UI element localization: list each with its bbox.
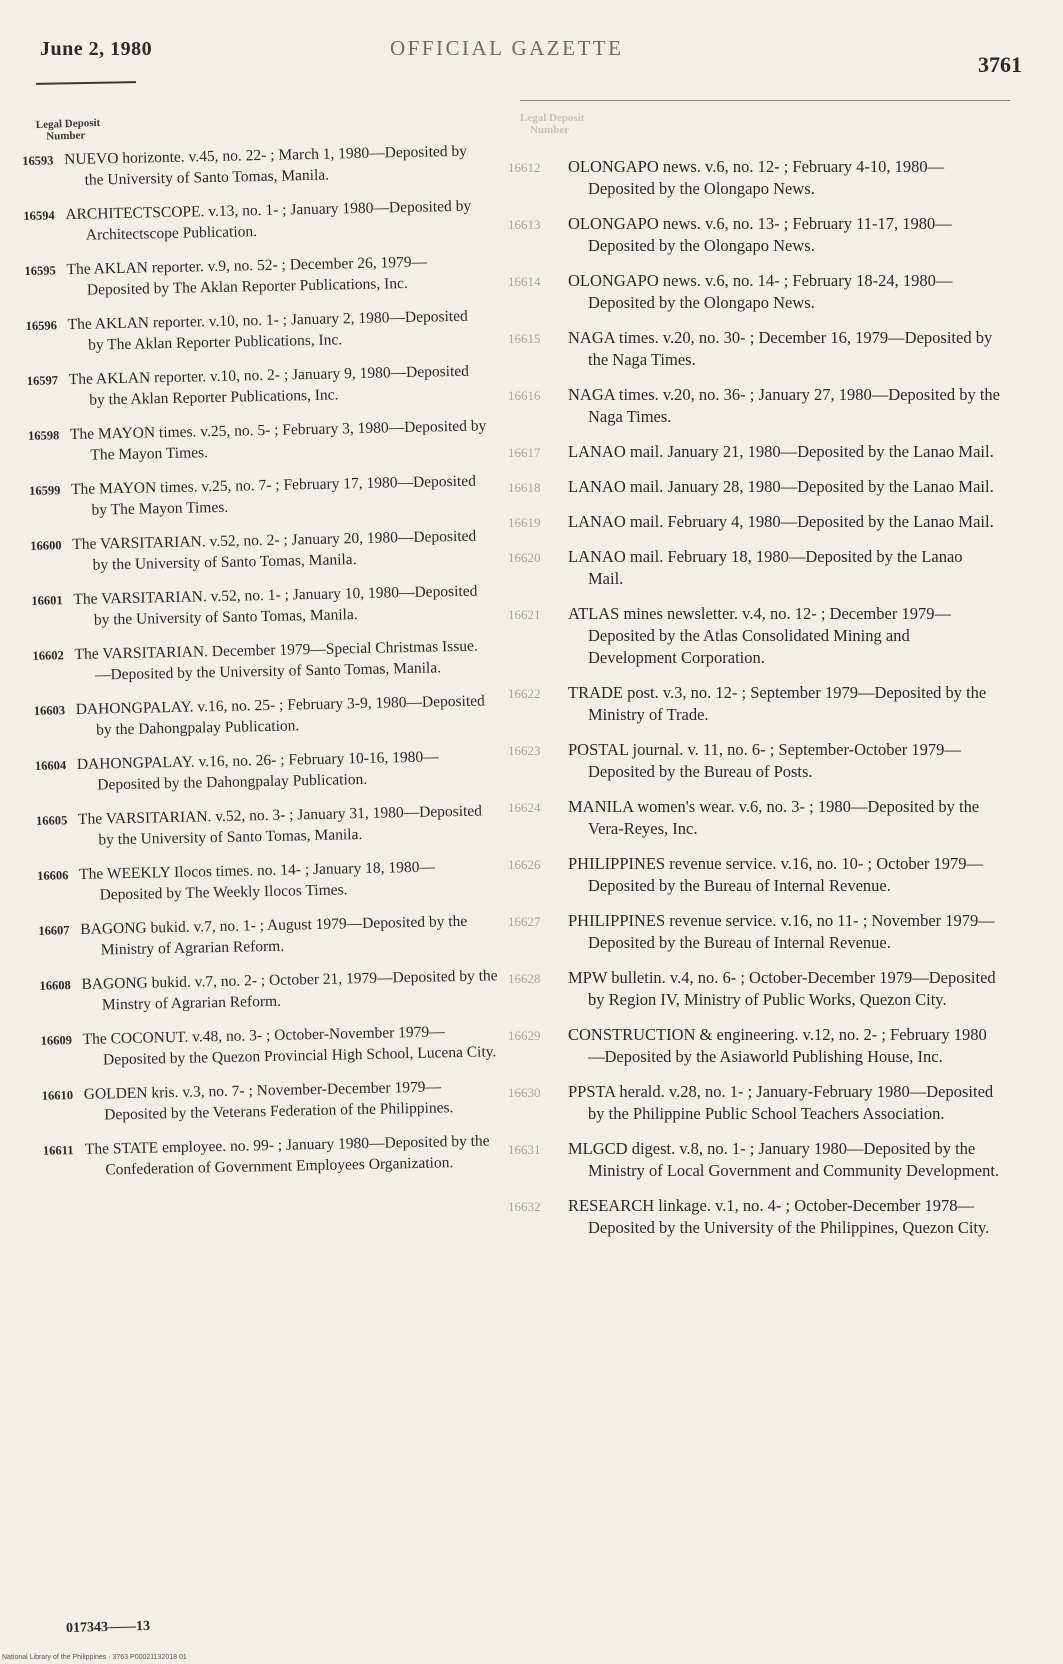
deposit-number: 16622 [508, 686, 541, 701]
deposit-description: PHILIPPINES revenue service. v.16, no. 10- ; October 1979—Deposited by the Bureau of Internal Revenue. [568, 854, 984, 895]
deposit-entry [36, 800, 497, 852]
deposit-description: ARCHITECTSCOPE. v.13, no. 1- ; January 1980—Deposited by Architectscope Publication. [65, 197, 472, 244]
deposit-number: 16624 [508, 800, 541, 815]
deposit-entry [508, 213, 1000, 257]
right-column-heading [520, 112, 584, 136]
deposit-entry [39, 965, 500, 1017]
issue-date: June 2, 1980 [40, 38, 153, 60]
header-rule-left [36, 81, 136, 85]
deposit-number: 16606 [37, 868, 69, 883]
deposit-description: LANAO mail. January 21, 1980—Deposited by the Lanao Mail. [568, 442, 994, 461]
deposit-number: 16616 [508, 388, 541, 403]
deposit-number: 16627 [508, 914, 541, 929]
deposit-entry [42, 1075, 503, 1127]
right-heading-line2: Number [530, 124, 570, 136]
deposit-description: The MAYON times. v.25, no. 7- ; February 17, 1980—Deposited by The Mayon Times. [70, 472, 477, 519]
deposit-number: 16631 [508, 1142, 541, 1157]
deposit-description: NAGA times. v.20, no. 36- ; January 27, 1980—Deposited by the Naga Times. [568, 385, 1001, 426]
deposit-description: CONSTRUCTION & engineering. v.12, no. 2- ; February 1980—Deposited by the Asiaworld Publishing House, Inc. [568, 1025, 987, 1066]
deposit-description: The VARSITARIAN. v.52, no. 1- ; January 10, 1980—Deposited by the University of Santo Tomas, Manila. [73, 582, 478, 629]
deposit-description: LANAO mail. January 28, 1980—Deposited by the Lanao Mail. [568, 477, 994, 496]
deposit-description: GOLDEN kris. v.3, no. 7- ; November-December 1979—Deposited by the Veterans Federation of the Philippines. [83, 1078, 454, 1124]
deposit-description: ATLAS mines newsletter. v.4, no. 12- ; December 1979—Deposited by the Atlas Consolidated Mining and Development Corporation. [568, 604, 951, 667]
deposit-number: 16605 [35, 813, 68, 828]
deposit-description: BAGONG bukid. v.7, no. 1- ; August 1979—Deposited by the Ministry of Agrarian Reform. [80, 912, 468, 959]
deposit-entry [43, 1130, 504, 1182]
deposit-number: 16612 [508, 160, 541, 175]
deposit-number: 16596 [25, 318, 58, 333]
deposit-number: 16617 [508, 445, 541, 460]
deposit-entry [508, 511, 1000, 533]
deposit-description: The VARSITARIAN. v.52, no. 3- ; January 31, 1980—Deposited by the University of Santo Tomas, Manila. [77, 802, 483, 849]
deposit-description: The AKLAN reporter. v.10, no. 1- ; January 2, 1980—Deposited by The Aklan Reporter Publications, Inc. [67, 307, 468, 354]
deposit-description: NAGA times. v.20, no. 30- ; December 16, 1979—Deposited by the Naga Times. [568, 328, 993, 369]
deposit-number: 16615 [508, 331, 541, 346]
right-column [508, 156, 1000, 1252]
deposit-number: 16601 [31, 593, 63, 608]
print-code: 017343——13 [65, 1618, 151, 1637]
deposit-entry [32, 635, 493, 687]
deposit-entry [508, 270, 1000, 314]
deposit-entry [508, 1081, 1000, 1125]
deposit-number: 16623 [508, 743, 541, 758]
deposit-description: The VARSITARIAN. v.52, no. 2- ; January 20, 1980—Deposited by the University of Santo Tomas, Manila. [72, 527, 477, 574]
deposit-number: 16629 [508, 1028, 541, 1043]
deposit-entry [508, 327, 1000, 371]
deposit-entry [508, 603, 1000, 669]
deposit-entry [508, 682, 1000, 726]
header-rule-right [520, 100, 1010, 101]
left-column-heading [36, 117, 101, 143]
deposit-number: 16628 [508, 971, 541, 986]
deposit-description: TRADE post. v.3, no. 12- ; September 1979—Deposited by the Ministry of Trade. [568, 683, 987, 724]
deposit-description: LANAO mail. February 4, 1980—Deposited by the Lanao Mail. [568, 512, 994, 531]
page-number: 3761 [978, 52, 1022, 77]
deposit-entry [508, 156, 1000, 200]
right-heading-line1: Legal Deposit [520, 112, 585, 124]
deposit-entry [508, 1024, 1000, 1068]
deposit-number: 16595 [24, 263, 56, 278]
deposit-entry [31, 580, 492, 632]
deposit-number: 16620 [508, 550, 541, 565]
deposit-entry [24, 250, 485, 302]
deposit-entry [22, 140, 483, 192]
deposit-number: 16607 [38, 923, 70, 938]
deposit-number: 16621 [508, 607, 541, 622]
left-heading-line1: Legal Deposit [35, 116, 101, 132]
deposit-entry [508, 796, 1000, 840]
deposit-number: 16600 [30, 538, 62, 553]
deposit-description: The VARSITARIAN. December 1979—Special Christmas Issue.—Deposited by the University of Santo Tomas, Manila. [74, 637, 478, 684]
deposit-number: 16604 [34, 758, 67, 773]
publication-title: OFFICIAL GAZETTE [390, 36, 624, 60]
scan-stamp: National Library of the Philippines · 3763 P00021132018 01 [2, 1654, 187, 1661]
deposit-number: 16618 [508, 480, 541, 495]
deposit-description: DAHONGPALAY. v.16, no. 25- ; February 3-9, 1980—Deposited by the Dahongpalay Publication. [75, 692, 485, 739]
deposit-number: 16603 [33, 703, 66, 718]
deposit-number: 16632 [508, 1199, 541, 1214]
deposit-description: LANAO mail. February 18, 1980—Deposited by the Lanao Mail. [568, 547, 963, 588]
deposit-description: BAGONG bukid. v.7, no. 2- ; October 21, 1979—Deposited by the Minstry of Agrarian Reform. [81, 967, 498, 1014]
deposit-entry [30, 525, 491, 577]
deposit-description: The STATE employee. no. 99- ; January 1980—Deposited by the Confederation of Government Employees Organization. [84, 1132, 490, 1179]
deposit-entry [508, 384, 1000, 428]
deposit-number: 16602 [32, 648, 64, 663]
deposit-entry [37, 855, 498, 907]
deposit-description: MANILA women's wear. v.6, no. 3- ; 1980—Deposited by the Vera-Reyes, Inc. [568, 797, 980, 838]
deposit-entry [508, 967, 1000, 1011]
deposit-entry [35, 745, 496, 797]
deposit-entry [508, 739, 1000, 783]
deposit-description: MLGCD digest. v.8, no. 1- ; January 1980—Deposited by the Ministry of Local Government and Community Development. [568, 1139, 1000, 1180]
deposit-description: MPW bulletin. v.4, no. 6- ; October-December 1979—Deposited by Region IV, Ministry of Public Works, Quezon City. [568, 968, 996, 1009]
deposit-description: PPSTA herald. v.28, no. 1- ; January-February 1980—Deposited by the Philippine Public School Teachers Association. [568, 1082, 994, 1123]
deposit-entry [23, 195, 484, 247]
deposit-entry [29, 470, 490, 522]
deposit-number: 16608 [39, 978, 71, 993]
deposit-entry [508, 476, 1000, 498]
deposit-number: 16599 [28, 483, 61, 498]
deposit-number: 16611 [42, 1143, 74, 1158]
deposit-description: The COCONUT. v.48, no. 3- ; October-November 1979—Deposited by the Quezon Provincial High School, Lucena City. [82, 1023, 497, 1069]
left-column [22, 140, 504, 1194]
deposit-number: 16630 [508, 1085, 541, 1100]
deposit-number: 16609 [40, 1033, 73, 1048]
deposit-description: POSTAL journal. v. 11, no. 6- ; September-October 1979—Deposited by the Bureau of Posts. [568, 740, 961, 781]
deposit-number: 16619 [508, 515, 541, 530]
deposit-entry [508, 441, 1000, 463]
deposit-description: The WEEKLY Ilocos times. no. 14- ; January 18, 1980—Deposited by The Weekly Ilocos Times. [79, 858, 436, 904]
deposit-number: 16626 [508, 857, 541, 872]
deposit-description: OLONGAPO news. v.6, no. 14- ; February 18-24, 1980—Deposited by the Olongapo News. [568, 271, 953, 312]
deposit-number: 16594 [23, 208, 55, 223]
deposit-description: The AKLAN reporter. v.10, no. 2- ; January 9, 1980—Deposited by the Aklan Reporter Publications, Inc. [68, 362, 470, 409]
deposit-number: 16597 [26, 373, 59, 388]
deposit-description: The MAYON times. v.25, no. 5- ; February 3, 1980—Deposited by The Mayon Times. [69, 417, 487, 464]
deposit-entry [38, 910, 499, 962]
left-heading-line2: Number [46, 129, 86, 143]
deposit-number: 16610 [41, 1088, 74, 1103]
deposit-entry [27, 360, 488, 412]
deposit-number: 16613 [508, 217, 541, 232]
deposit-entry [25, 305, 486, 357]
deposit-description: The AKLAN reporter. v.9, no. 52- ; December 26, 1979—Deposited by The Aklan Reporter Publications, Inc. [66, 253, 428, 299]
deposit-entry [508, 546, 1000, 590]
deposit-description: OLONGAPO news. v.6, no. 13- ; February 11-17, 1980—Deposited by the Olongapo News. [568, 214, 952, 255]
deposit-description: DAHONGPALAY. v.16, no. 26- ; February 10-16, 1980—Deposited by the Dahongpalay Publication. [76, 748, 439, 794]
deposit-number: 16614 [508, 274, 541, 289]
deposit-entry [508, 1138, 1000, 1182]
deposit-description: PHILIPPINES revenue service. v.16, no 11- ; November 1979—Deposited by the Bureau of Internal Revenue. [568, 911, 995, 952]
deposit-number: 16593 [22, 153, 54, 168]
deposit-description: RESEARCH linkage. v.1, no. 4- ; October-December 1978—Deposited by the University of the Philippines, Quezon City. [568, 1196, 990, 1237]
deposit-description: OLONGAPO news. v.6, no. 12- ; February 4-10, 1980—Deposited by the Olongapo News. [568, 157, 945, 198]
deposit-entry [28, 415, 489, 467]
deposit-entry [508, 1195, 1000, 1239]
deposit-entry [508, 853, 1000, 897]
deposit-entry [34, 690, 495, 742]
deposit-number: 16598 [27, 428, 60, 443]
deposit-description: NUEVO horizonte. v.45, no. 22- ; March 1, 1980—Deposited by the University of Santo Tomas, Manila. [64, 142, 468, 189]
deposit-entry [508, 910, 1000, 954]
deposit-entry [40, 1020, 501, 1072]
